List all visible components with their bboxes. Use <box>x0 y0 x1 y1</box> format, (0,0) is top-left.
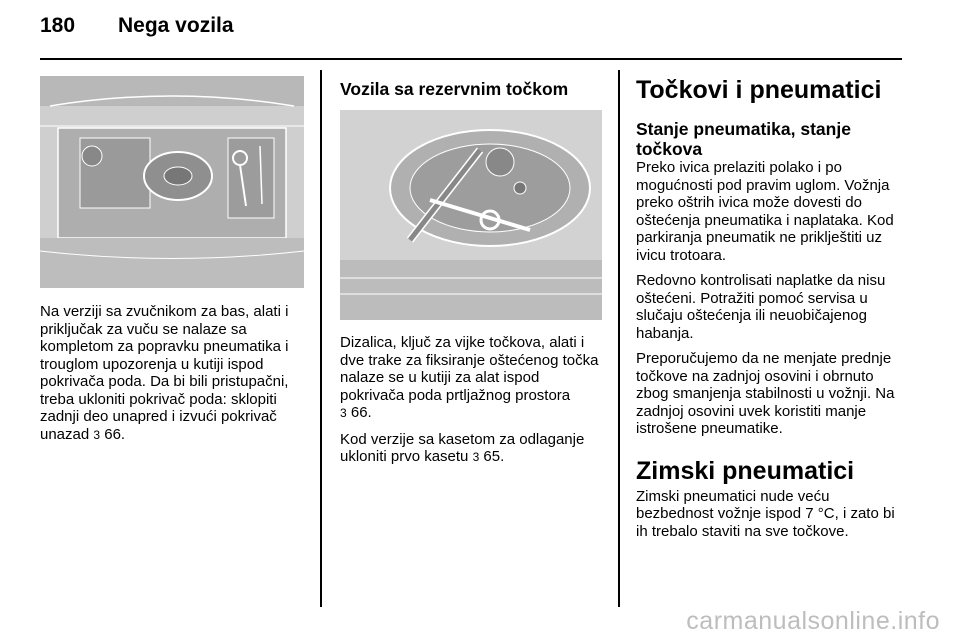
col3-paragraph-2: Redovno kontrolisati naplatke da nisu oštećeni. Potražiti pomoć servisa u slučaju oštećenja ili neuobičajenog habanja. <box>636 272 886 342</box>
col2-paragraph-1: Dizalica, ključ za vijke točkova, alati i dve trake za fiksiranje oštećenog točka nalaze se u kutiji za alat ispod pokrivača poda prtljažnog prostora 3 66. <box>340 334 599 421</box>
col3-paragraph-4: Zimski pneumatici nude veću bezbednost vožnje ispod 7 °C, i zato bi ih trebalo staviti na sve točkove. <box>636 487 895 540</box>
column-divider-2 <box>618 70 620 607</box>
col1-paragraph: Na verziji sa zvučnikom za bas, alati i priključak za vuču se nalaze sa kompletom za popravku pneumatika i trouglom upozorenja u kutiji ispod pokrivača poda. Da bi bili pristupačni, treba ukloniti pokrivač poda: sklopiti zadnji deo unapred i izvući pokrivač unazad 3 66. <box>40 303 289 443</box>
column-3 <box>636 75 906 548</box>
page-header <box>40 14 234 38</box>
column-2 <box>340 334 606 475</box>
col3-paragraph-3: Preporučujemo da ne menjate prednje točkove na zadnjoj osovini i obrnuto zbog smanjenja stabilnosti u vožnji. Na zadnjoj osovini uvek koristiti manje istrošene pneumatike. <box>636 350 895 437</box>
page-ref-icon: 3 <box>340 406 347 420</box>
section-title-winter-tyres: Zimski pneumatici <box>636 456 855 485</box>
spare-wheel-tools-illustration <box>340 110 602 320</box>
page-number: 180 <box>40 14 76 37</box>
col3-paragraph-1: Preko ivica prelaziti polako i po mogućnosti pod pravim uglom. Vožnja preko oštrih ivica može dovesti do oštećenja pneumatika i naplataka. Kod parkiranja pneumatik ne priklještiti uz ivicu trotoara. <box>636 159 894 264</box>
column-divider-1 <box>320 70 322 607</box>
subheading-tyre-condition: Stanje pneumatika, stanje točkova <box>636 119 851 159</box>
page-ref-icon: 3 <box>472 450 480 464</box>
header-rule <box>40 58 902 60</box>
page-title: Nega vozila <box>118 14 234 37</box>
col2-heading: Vozila sa rezervnim točkom <box>340 79 569 99</box>
page-ref-icon: 3 <box>93 427 101 442</box>
watermark: carmanualsonline.info <box>686 607 940 635</box>
col2-paragraph-2: Kod verzije sa kasetom za odlaganje ukloniti prvo kasetu 3 65. <box>340 430 585 465</box>
section-title-wheels-tyres: Točkovi i pneumatici <box>636 76 882 104</box>
trunk-bass-speaker-illustration <box>40 76 304 288</box>
column-1 <box>40 303 306 452</box>
